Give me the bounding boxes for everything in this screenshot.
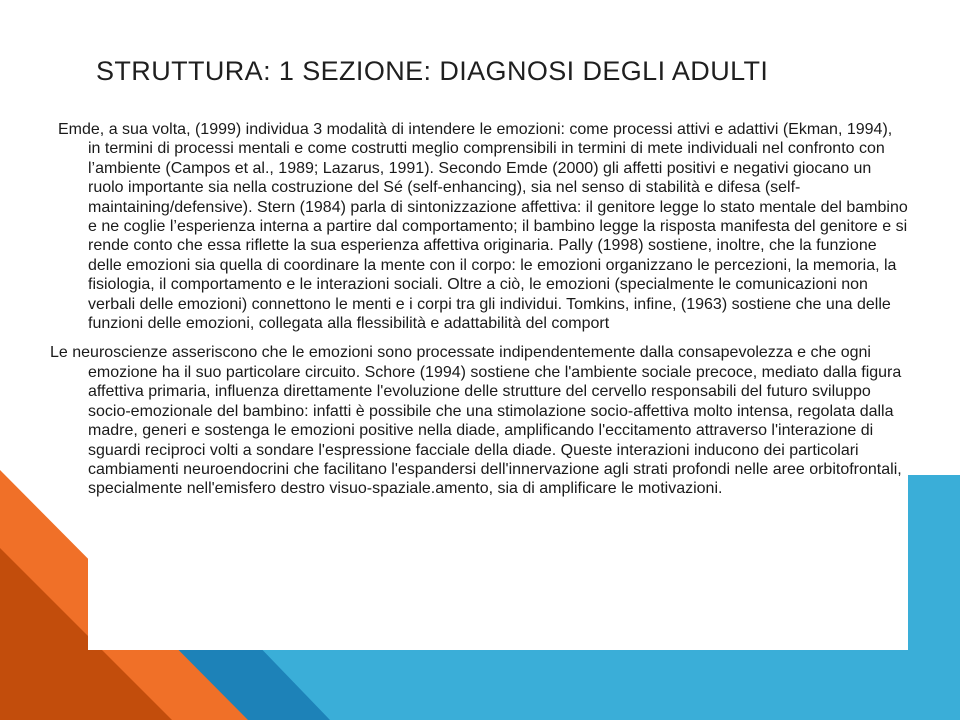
slide-body xyxy=(50,120,908,499)
slide-title: STRUTTURA: 1 SEZIONE: DIAGNOSI DEGLI ADULTI xyxy=(96,56,769,86)
body-paragraph-neuroscience: Le neuroscienze asseriscono che le emozioni sono processate indipendentemente dalla consapevolezza e che ogni emozione ha il suo particolare circuito. Schore (1994) sostiene che l'ambiente sociale precoce, mediato dalla figura affettiva primaria, influenza direttamente l'evoluzione delle strutture del cervello responsabili del futuro sviluppo socio-emozionale del bambino: infatti è possibile che una stimolazione socio-affettiva molto intensa, regolata dalla madre, generi e sostenga le emozioni positive nella diade, amplificando l'eccitamento attraverso l'interazione di sguardi reciproci volti a sondare l'espressione facciale della diade. Queste interazioni inducono dei particolari cambiamenti neuroendocrini che facilitano l'espandersi dell'innervazione agli strati profondi nelle aree orbitofrontali, specialmente nell'emisfero destro visuo-spaziale.amento, sia di amplificare le motivazioni. xyxy=(50,344,902,498)
body-paragraph-emotions: Emde, a sua volta, (1999) individua 3 modalità di intendere le emozioni: come processi attivi e adattivi (Ekman, 1994), in termini di processi mentali e come costrutti meglio comprensibili in termini di mete individuali nel confronto con l’ambiente (Campos et al., 1989; Lazarus, 1991). Secondo Emde (2000) gli affetti positivi e negativi giocano un ruolo importante sia nella costruzione del Sé (self-enhancing), sia nel senso di stabilità e difesa (self-maintaining/defensive). Stern (1984) parla di sintonizzazione affettiva: il genitore legge lo stato mentale del bambino e ne coglie l’esperienza interna a partire dal comportamento; il bambino legge la risposta manifesta del genitore e si rende conto che essa riflette la sua esperienza affettiva originaria. Pally (1998) sostiene, inoltre, che la funzione delle emozioni sia quella di coordinare la mente con il corpo: le emozioni organizzano le percezioni, la memoria, la fisiologia, il comportamento e le interazioni sociali. Oltre a ciò, le emozioni (specialmente le comunicazioni non verbali delle emozioni) connettono le menti e i corpi tra gli individui. Tomkins, infine, (1963) sostiene che una delle funzioni delle emozioni, collegata alla flessibilità e adattabilità del comport xyxy=(58,121,908,333)
